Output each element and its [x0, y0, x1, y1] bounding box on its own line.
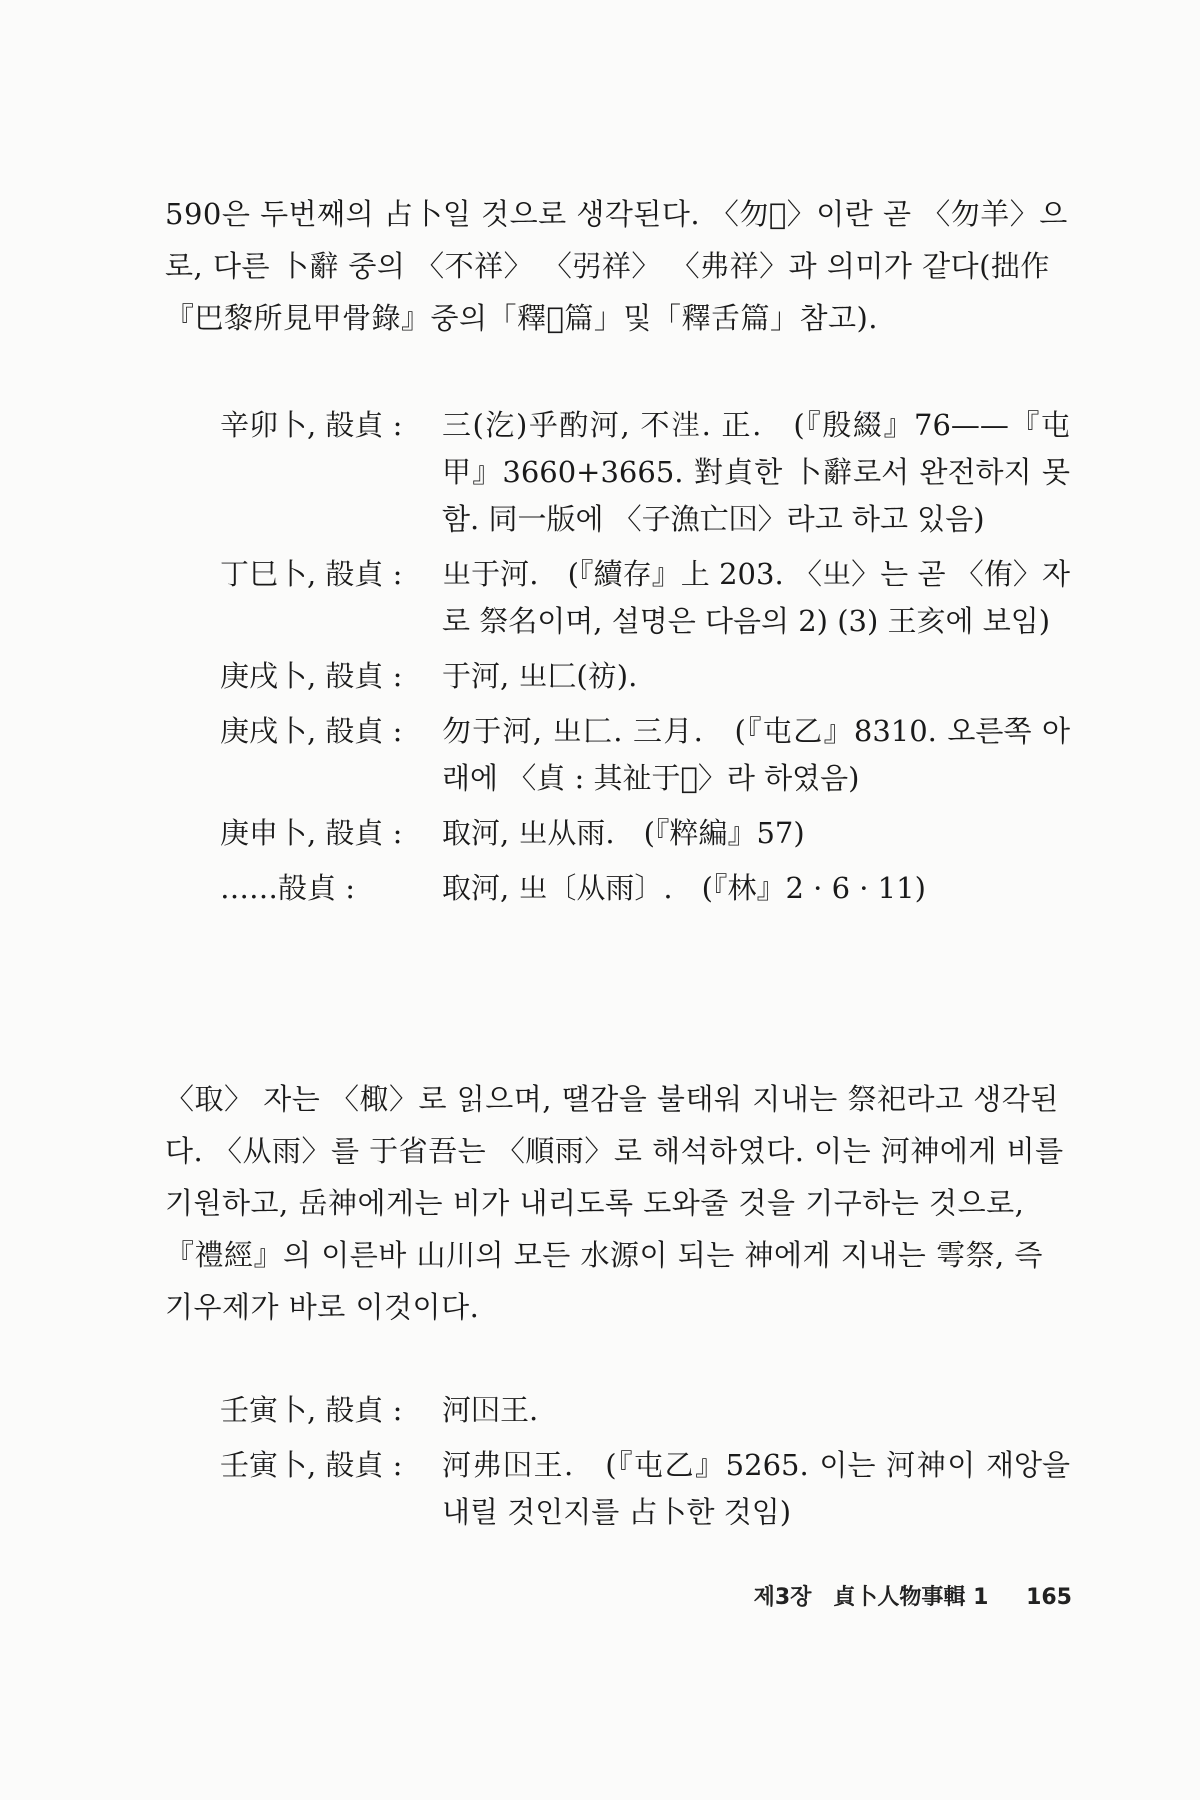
inscription-text: 河弗𡆥王. (『屯乙』5265. 이는 河神이 재앙을 내릴 것인지를 占卜한 것임): [442, 1448, 1070, 1529]
inscription-text: 勿于河, 㞢匚. 三月. (『屯乙』8310. 오른쪽 아래에 〈貞 : 其祉于𡛥〉라 하였음): [442, 714, 1070, 795]
inscription-entry: [220, 810, 1070, 857]
inscription-entry: [220, 402, 1070, 543]
inscription-text: 于河, 㞢匚(祊).: [442, 659, 638, 693]
body-paragraph: 〈取〉 자는 〈棷〉로 읽으며, 땔감을 불태워 지내는 祭祀라고 생각된다. 〈从雨〉를 于省吾는 〈順雨〉로 해석하였다. 이는 河神에게 비를 기원하고, 岳神에게는 비가 내리도록 도와줄 것을 기구하는 것으로,『禮經』의 이른바 山川의 모든 水源이 되는 神에게 지내는 雩祭, 즉 기우제가 바로 이것이다.: [165, 1082, 1064, 1324]
inscription-divination-head: 庚戌卜, 㱿貞 :: [220, 714, 403, 748]
inscription-divination-head: 丁巳卜, 㱿貞 :: [220, 557, 403, 591]
inscription-divination-head: ……㱿貞 :: [220, 871, 355, 905]
page-footer: [754, 1580, 1072, 1611]
oracle-inscription-list: [220, 1387, 1070, 1544]
running-chapter-title: 제3장 貞卜人物事輯 1: [753, 1585, 989, 1610]
inscription-entry: [220, 653, 1070, 700]
inscription-text: 取河, 㞢〔从雨〕. (『林』2 · 6 · 11): [442, 871, 926, 905]
inscription-entry: [220, 708, 1070, 802]
oracle-inscription-list: [220, 402, 1070, 920]
inscription-divination-head: 壬寅卜, 㱿貞 :: [220, 1393, 403, 1427]
inscription-divination-head: 壬寅卜, 㱿貞 :: [220, 1448, 403, 1482]
inscription-divination-head: 庚申卜, 㱿貞 :: [220, 816, 403, 850]
inscription-text: 河𡆥王.: [442, 1393, 539, 1427]
inscription-divination-head: 庚戌卜, 㱿貞 :: [220, 659, 403, 693]
body-paragraph: 590은 두번째의 占卜일 것으로 생각된다. 〈勿𦏲〉이란 곧 〈勿羊〉으로, 다른 卜辭 중의 〈不祥〉 〈弜祥〉 〈弗祥〉과 의미가 같다(拙作『巴黎所見甲骨錄』중의「釋𦏲篇」및「釋舌篇」참고).: [165, 197, 1068, 335]
inscription-text: 三(汔)乎酌河, 不𣳫. 正. (『殷綴』76——『屯甲』3660+3665. 對貞한 卜辭로서 완전하지 못함. 同一版에 〈子漁亡𡆥〉라고 하고 있음): [442, 408, 1070, 536]
inscription-text: 取河, 㞢从雨. (『粹編』57): [442, 816, 805, 850]
page-number: 165: [1026, 1585, 1072, 1610]
inscription-text: 㞢于河. (『續存』上 203. 〈㞢〉는 곧 〈侑〉자로 祭名이며, 설명은 다음의 2) (3) 王亥에 보임): [442, 557, 1070, 638]
inscription-entry: [220, 551, 1070, 645]
inscription-entry: [220, 865, 1070, 912]
inscription-entry: [220, 1442, 1070, 1536]
inscription-entry: [220, 1387, 1070, 1434]
inscription-divination-head: 辛卯卜, 㱿貞 :: [220, 408, 403, 442]
